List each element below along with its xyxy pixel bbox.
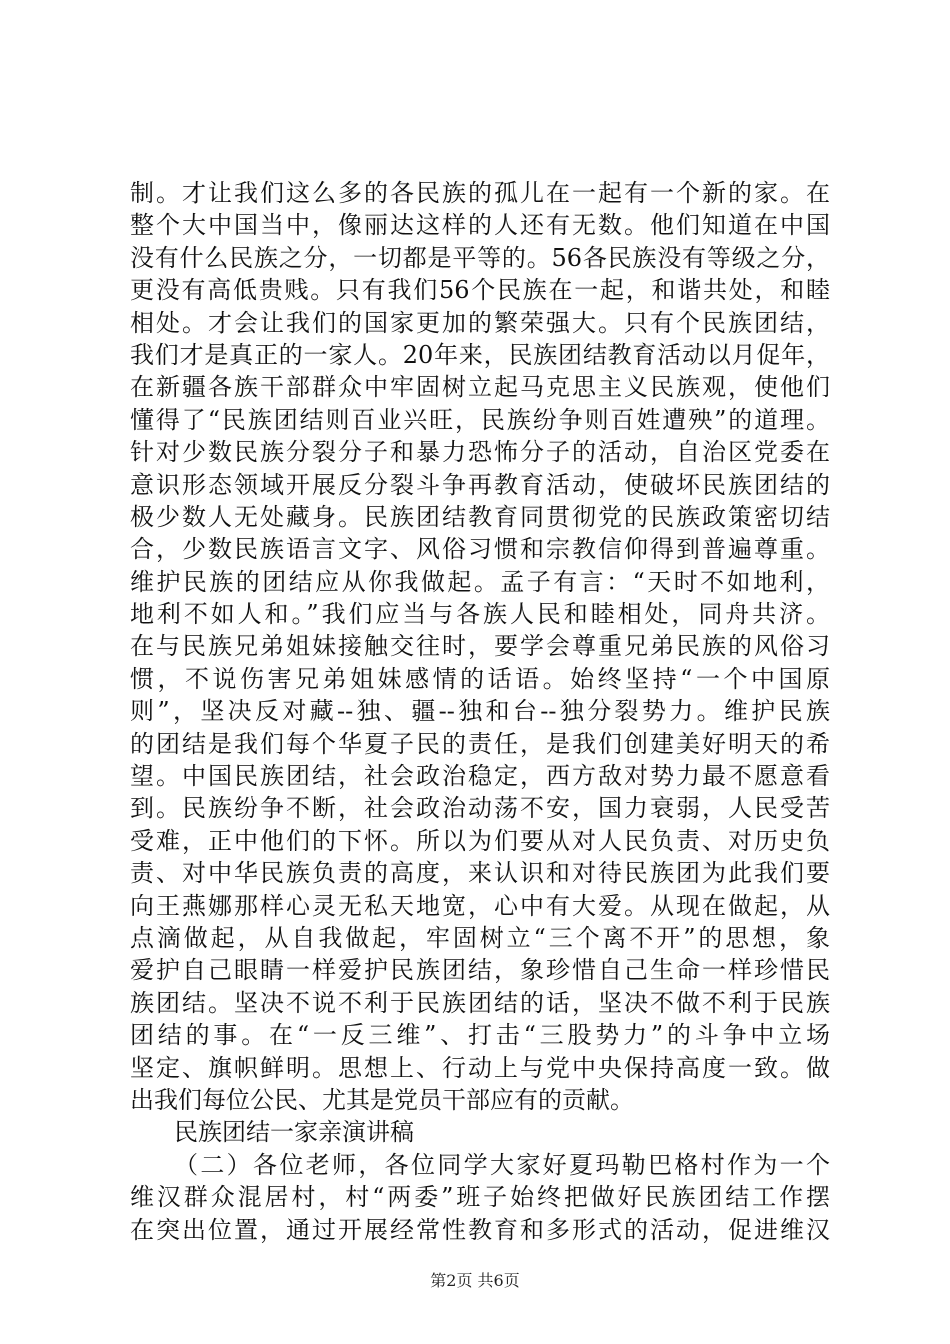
text-line: 针对少数民族分裂分子和暴力恐怖分子的活动，自治区党委在 <box>130 438 830 467</box>
text-line: 整个大中国当中，像丽达这样的人还有无数。他们知道在中国 <box>130 211 830 240</box>
text-line: 受难，正中他们的下怀。所以为们要从对人民负责、对历史负 <box>130 826 830 855</box>
text-line: 在新疆各族干部群众中牢固树立起马克思主义民族观，使他们 <box>130 373 830 402</box>
text-line: 惯，不说伤害兄弟姐妹感情的话语。始终坚持“一个中国原 <box>130 664 830 693</box>
text-line: 制。才让我们这么多的各民族的孤儿在一起有一个新的家。在 <box>130 179 830 207</box>
text-line: 合，少数民族语言文字、风俗习惯和宗教信仰得到普遍尊重。 <box>130 535 830 564</box>
text-line: 向王燕娜那样心灵无私天地宽，心中有大爱。从现在做起，从 <box>130 891 830 920</box>
text-line: 团结的事。在“一反三维”、打击“三股势力”的斗争中立场 <box>130 1021 830 1050</box>
section-heading: 民族团结一家亲演讲稿 <box>174 1118 414 1147</box>
text-line: 族团结。坚决不说不利于民族团结的话，坚决不做不利于民族 <box>130 988 830 1017</box>
document-body <box>130 177 830 1246</box>
text-line: 望。中国民族团结，社会政治稳定，西方敌对势力最不愿意看 <box>130 762 830 791</box>
text-line: 没有什么民族之分，一切都是平等的。56各民族没有等级之分， <box>130 243 830 272</box>
text-line: 到。民族纷争不断，社会政治动荡不安，国力衰弱，人民受苦 <box>130 794 830 823</box>
text-line: 意识形态领域开展反分裂斗争再教育活动，使破坏民族团结的 <box>130 470 830 499</box>
text-line: 维护民族的团结应从你我做起。孟子有言：“天时不如地利， <box>130 567 830 596</box>
text-line: 更没有高低贵贱。只有我们56个民族在一起，和谐共处，和睦 <box>130 276 830 305</box>
text-line: 坚定、旗帜鲜明。思想上、行动上与党中央保持高度一致。做 <box>130 1053 830 1082</box>
page-number-footer: 第2页 共6页 <box>430 1271 520 1290</box>
text-line: 极少数人无处藏身。民族团结教育同贯彻党的民族政策密切结 <box>130 502 830 531</box>
text-line: 维汉群众混居村，村“两委”班子始终把做好民族团结工作摆 <box>130 1183 830 1212</box>
text-line: 出我们每位公民、尤其是党员干部应有的贡献。 <box>130 1085 634 1114</box>
text-line: 我们才是真正的一家人。20年来，民族团结教育活动以月促年， <box>130 340 830 369</box>
text-line: 在突出位置，通过开展经常性教育和多形式的活动，促进维汉 <box>130 1215 830 1244</box>
text-line: 的团结是我们每个华夏子民的责任，是我们创建美好明天的希 <box>130 729 830 758</box>
text-line: 责、对中华民族负责的高度，来认识和对待民族团为此我们要 <box>130 859 830 888</box>
text-line: （二）各位老师，各位同学大家好夏玛勒巴格村作为一个 <box>174 1150 830 1179</box>
text-line: 爱护自己眼睛一样爱护民族团结，象珍惜自己生命一样珍惜民 <box>130 956 830 985</box>
text-line: 懂得了“民族团结则百业兴旺，民族纷争则百姓遭殃”的道理。 <box>130 405 830 434</box>
text-line: 在与民族兄弟姐妹接触交往时，要学会尊重兄弟民族的风俗习 <box>130 632 830 661</box>
text-line: 则”，坚决反对藏--独、疆--独和台--独分裂势力。维护民族 <box>130 697 830 726</box>
text-line: 地利不如人和。”我们应当与各族人民和睦相处，同舟共济。 <box>130 600 830 629</box>
text-line: 相处。才会让我们的国家更加的繁荣强大。只有个民族团结， <box>130 308 830 337</box>
text-line: 点滴做起，从自我做起，牢固树立“三个离不开”的思想，象 <box>130 923 830 952</box>
